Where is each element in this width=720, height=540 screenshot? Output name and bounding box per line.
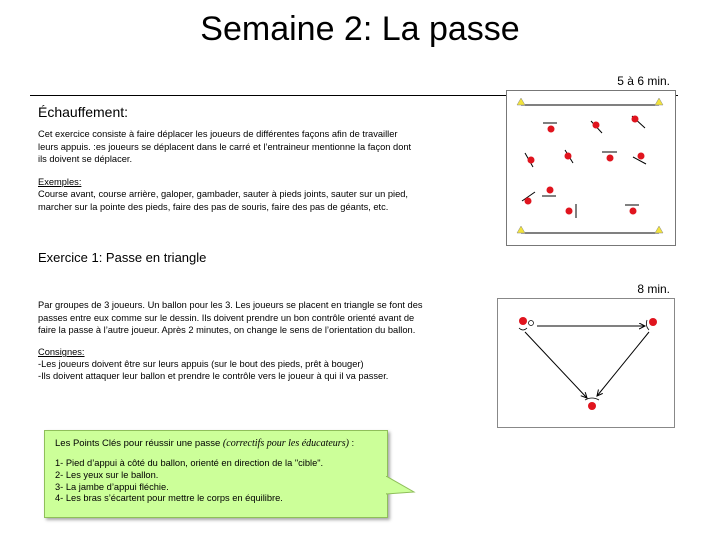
- key-points-callout: [44, 430, 388, 518]
- warmup-diagram: [506, 90, 676, 246]
- key-point-item: 3- La jambe d’appui fléchie.: [55, 481, 169, 492]
- consigne-item: -Ils doivent attaquer leur ballon et prendre le contrôle vers le joueur à qui il va passer.: [38, 371, 389, 381]
- callout-pointer: [386, 476, 416, 500]
- exercise1-duration: 8 min.: [637, 282, 670, 296]
- diagram-frame: [507, 91, 676, 246]
- warmup-heading: Échauffement:: [38, 104, 129, 120]
- exercise1-heading: [38, 250, 206, 265]
- exercise1-description: Par groupes de 3 joueurs. Un ballon pour les 3. Les joueurs se placent en triangle se font des passes entre eux comme sur le dessin. Ils doivent prendre un bon contrôle orienté avant de faire la passe à l’autre joueur. Après 2 minutes, on change le sens de l’orientation du ballon.: [38, 300, 423, 335]
- callout-title: [55, 438, 354, 449]
- exercise1-heading-title: Passe en triangle: [102, 250, 207, 265]
- key-point-item: 1- Pied d’appui à côté du ballon, orienté en direction de la "cible".: [55, 458, 324, 468]
- triangle-pass-diagram: [497, 298, 675, 428]
- consignes-label: Consignes:: [38, 347, 85, 357]
- warmup-description: Cet exercice consiste à faire déplacer les joueurs de différentes façons afin de travailler leurs appuis. :es joueurs se déplacent dans le carré et l’entraineur mentionne la façon dont ils doivent se déplacer.: [38, 129, 412, 164]
- callout-title-text: Les Points Clés pour réussir une passe: [55, 438, 223, 449]
- key-point-item: 2- Les yeux sur le ballon.: [55, 469, 159, 480]
- warmup-examples-label: Exemples:: [38, 177, 82, 187]
- callout-title-italic: (correctifs pour les éducateurs): [222, 438, 349, 449]
- exercise1-heading-label: Exercice 1:: [38, 250, 103, 265]
- key-point-item: 4- Les bras s’écartent pour mettre le corps en équilibre.: [55, 493, 283, 504]
- warmup-examples-text: Course avant, course arrière, galoper, gambader, sauter à pieds joints, sauter sur un pied, marcher sur la pointe des pieds, faire des pas de souris, faire des pas de géants, etc.: [38, 189, 409, 212]
- page-title: Semaine 2: La passe: [200, 10, 520, 48]
- callout-title-end: :: [348, 438, 355, 449]
- consigne-item: -Les joueurs doivent être sur leurs appuis (sur le bout des pieds, prêt à bouger): [38, 359, 364, 369]
- warmup-duration: 5 à 6 min.: [617, 74, 670, 88]
- key-points-list: [55, 458, 323, 505]
